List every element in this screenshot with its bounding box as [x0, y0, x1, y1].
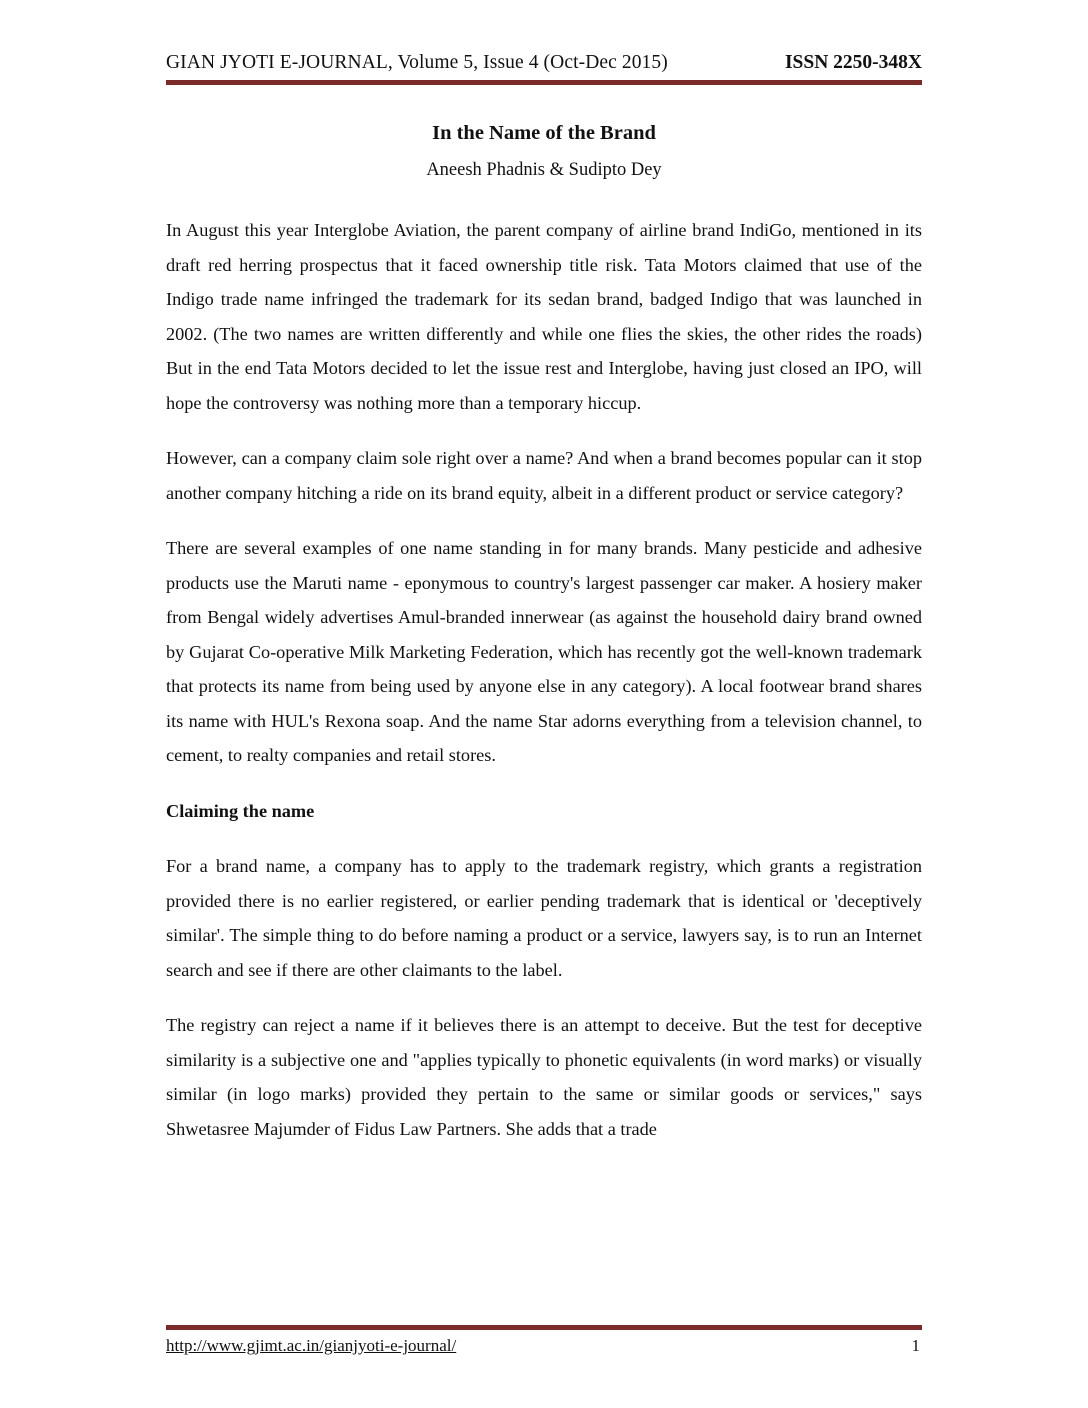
- running-header: [166, 52, 922, 80]
- paragraph-4: For a brand name, a company has to apply to the trademark registry, which grants a registration provided there is no earlier registered, or earlier pending trademark that is identical or 'deceptively similar'. The simple thing to do before naming a product or a service, lawyers say, is to run an Internet search and see if there are other claimants to the label.: [166, 856, 922, 980]
- footer-rule: [166, 1325, 922, 1330]
- issn: ISSN 2250-348X: [784, 52, 922, 73]
- article-authors: Aneesh Phadnis & Sudipto Dey: [426, 160, 662, 180]
- paragraph-5: The registry can reject a name if it believes there is an attempt to deceive. But the test for deceptive similarity is a subjective one and "applies typically to phonetic equivalents (in word marks) or visually similar (in logo marks) provided they pertain to the same or similar goods or services," says Shwetasree Majumder of Fidus Law Partners. She adds that a trade: [166, 1015, 922, 1139]
- article-title: In the Name of the Brand: [432, 122, 656, 144]
- paragraph-1: In August this year Interglobe Aviation, the parent company of airline brand IndiGo, mentioned in its draft red herring prospectus that it faced ownership title risk. Tata Motors claimed that use of the Indigo trade name infringed the trademark for its sedan brand, badged Indigo that was launched in 2002. (The two names are written differently and while one flies the skies, the other rides the roads) But in the end Tata Motors decided to let the issue rest and Interglobe, having just closed an IPO, will hope the controversy was nothing more than a temporary hiccup.: [166, 220, 922, 413]
- section-heading: Claiming the name: [166, 800, 315, 821]
- paragraph-2: However, can a company claim sole right over a name? And when a brand becomes popular can it stop another company hitching a ride on its brand equity, albeit in a different product or service category?: [166, 448, 922, 503]
- journal-url-link[interactable]: http://www.gjimt.ac.in/gianjyoti-e-journal/: [166, 1336, 457, 1355]
- running-footer: [166, 1336, 922, 1360]
- journal-title: GIAN JYOTI E-JOURNAL, Volume 5, Issue 4 (Oct-Dec 2015): [166, 52, 668, 73]
- header-rule: [166, 80, 922, 85]
- paragraph-3: There are several examples of one name standing in for many brands. Many pesticide and adhesive products use the Maruti name - eponymous to country's largest passenger car maker. A hosiery maker from Bengal widely advertises Amul-branded innerwear (as against the household dairy brand owned by Gujarat Co-operative Milk Marketing Federation, which has recently got the well-known trademark that protects its name from being used by anyone else in any category). A local footwear brand shares its name with HUL's Rexona soap. And the name Star adorns everything from a television channel, to cement, to realty companies and retail stores.: [166, 538, 922, 765]
- article-body: [166, 213, 922, 1167]
- page-number: 1: [911, 1336, 920, 1355]
